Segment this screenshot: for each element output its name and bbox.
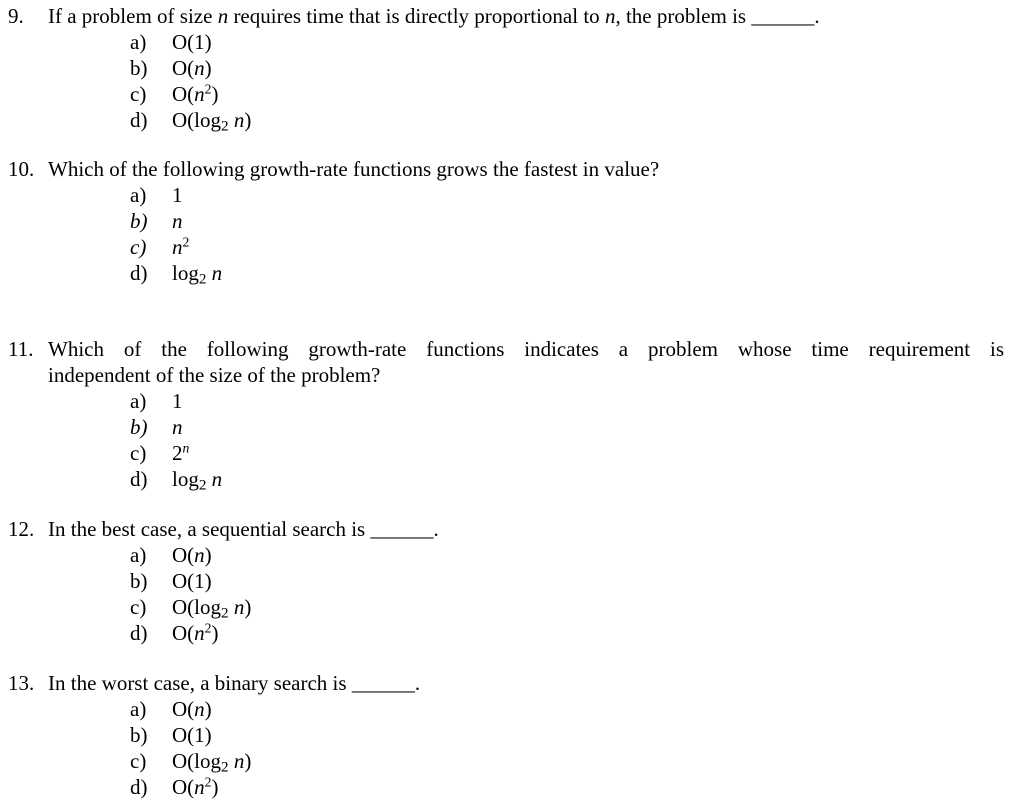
answer-blank: ______ bbox=[351, 671, 415, 695]
option-value: O(n) bbox=[172, 543, 212, 567]
question-number: 10. bbox=[8, 157, 35, 181]
option-value: $O(\log_2$ n) bbox=[172, 108, 252, 135]
option-value: $O(n^2)$ bbox=[172, 620, 219, 645]
option-b bbox=[130, 722, 1004, 748]
option-label: d) bbox=[130, 621, 148, 645]
option-value: $n^2$ bbox=[172, 234, 190, 259]
option-a bbox=[130, 696, 1004, 722]
option-value: $\log_2 n$ bbox=[172, 467, 223, 494]
option-label: d) bbox=[130, 108, 148, 132]
answer-blank: ______ bbox=[370, 517, 434, 541]
question-text: Which of the following growth-rate functions indicates a problem whose time requirement is bbox=[48, 337, 1004, 361]
options-list bbox=[130, 696, 1004, 800]
option-label: a) bbox=[130, 183, 147, 207]
option-label: b) bbox=[130, 723, 148, 747]
option-value: 2$^n$ bbox=[172, 440, 190, 465]
option-b bbox=[130, 55, 1004, 81]
option-c bbox=[130, 594, 1004, 620]
option-b bbox=[130, 414, 1004, 440]
question-text: In the worst case, a binary search is ______. bbox=[48, 671, 421, 695]
option-label: c) bbox=[130, 749, 147, 773]
option-a bbox=[130, 388, 1004, 414]
option-label: a) bbox=[130, 30, 147, 54]
answer-blank: ______ bbox=[751, 4, 815, 28]
option-label: c) bbox=[130, 235, 147, 259]
question-text-continued: independent of the size of the problem? bbox=[48, 363, 381, 387]
option-label: c) bbox=[130, 595, 147, 619]
option-d bbox=[130, 774, 1004, 800]
option-a bbox=[130, 29, 1004, 55]
option-value: O(n) bbox=[172, 56, 212, 80]
option-d bbox=[130, 260, 1004, 286]
options-list bbox=[130, 182, 1004, 286]
option-label: c) bbox=[130, 82, 147, 106]
option-value: $O(n^2)$ bbox=[172, 81, 219, 106]
question-number: 11. bbox=[8, 337, 34, 361]
option-value: O(1) bbox=[172, 569, 212, 593]
option-label: b) bbox=[130, 569, 148, 593]
option-label: d) bbox=[130, 775, 148, 799]
option-label: a) bbox=[130, 389, 147, 413]
question-11 bbox=[0, 336, 1004, 492]
option-value: O(1) bbox=[172, 30, 212, 54]
option-value: 1 bbox=[172, 183, 183, 207]
question-text: In the best case, a sequential search is ______. bbox=[48, 517, 439, 541]
options-list bbox=[130, 388, 1004, 492]
option-value: $O(\log_2$ n) bbox=[172, 749, 252, 776]
option-value: O(n) bbox=[172, 697, 212, 721]
question-text: If a problem of size n requires time that is directly proportional to n, the problem is ______. bbox=[48, 4, 820, 28]
option-label: b) bbox=[130, 415, 148, 439]
option-d bbox=[130, 620, 1004, 646]
question-text: Which of the following growth-rate functions grows the fastest in value? bbox=[48, 157, 660, 181]
option-c bbox=[130, 234, 1004, 260]
options-list bbox=[130, 542, 1004, 646]
question-13 bbox=[0, 670, 1004, 800]
option-value: 1 bbox=[172, 389, 183, 413]
question-9 bbox=[0, 3, 1004, 133]
option-value: $O(n^2)$ bbox=[172, 774, 219, 799]
option-c bbox=[130, 748, 1004, 774]
option-d bbox=[130, 466, 1004, 492]
option-value: n bbox=[172, 209, 183, 233]
option-a bbox=[130, 182, 1004, 208]
option-c bbox=[130, 81, 1004, 107]
option-label: c) bbox=[130, 441, 147, 465]
question-number: 12. bbox=[8, 517, 35, 541]
question-number: 13. bbox=[8, 671, 35, 695]
option-b bbox=[130, 568, 1004, 594]
option-value: n bbox=[172, 415, 183, 439]
question-12 bbox=[0, 516, 1004, 646]
question-10 bbox=[0, 156, 1004, 286]
option-label: b) bbox=[130, 56, 148, 80]
option-value: $O(\log_2$ n) bbox=[172, 595, 252, 622]
options-list bbox=[130, 29, 1004, 133]
option-value: $\log_2 n$ bbox=[172, 261, 223, 288]
question-number: 9. bbox=[8, 4, 24, 28]
option-label: d) bbox=[130, 261, 148, 285]
option-label: d) bbox=[130, 467, 148, 491]
option-b bbox=[130, 208, 1004, 234]
option-a bbox=[130, 542, 1004, 568]
option-label: a) bbox=[130, 697, 147, 721]
option-value: O(1) bbox=[172, 723, 212, 747]
option-label: a) bbox=[130, 543, 147, 567]
option-c bbox=[130, 440, 1004, 466]
option-label: b) bbox=[130, 209, 148, 233]
option-d bbox=[130, 107, 1004, 133]
